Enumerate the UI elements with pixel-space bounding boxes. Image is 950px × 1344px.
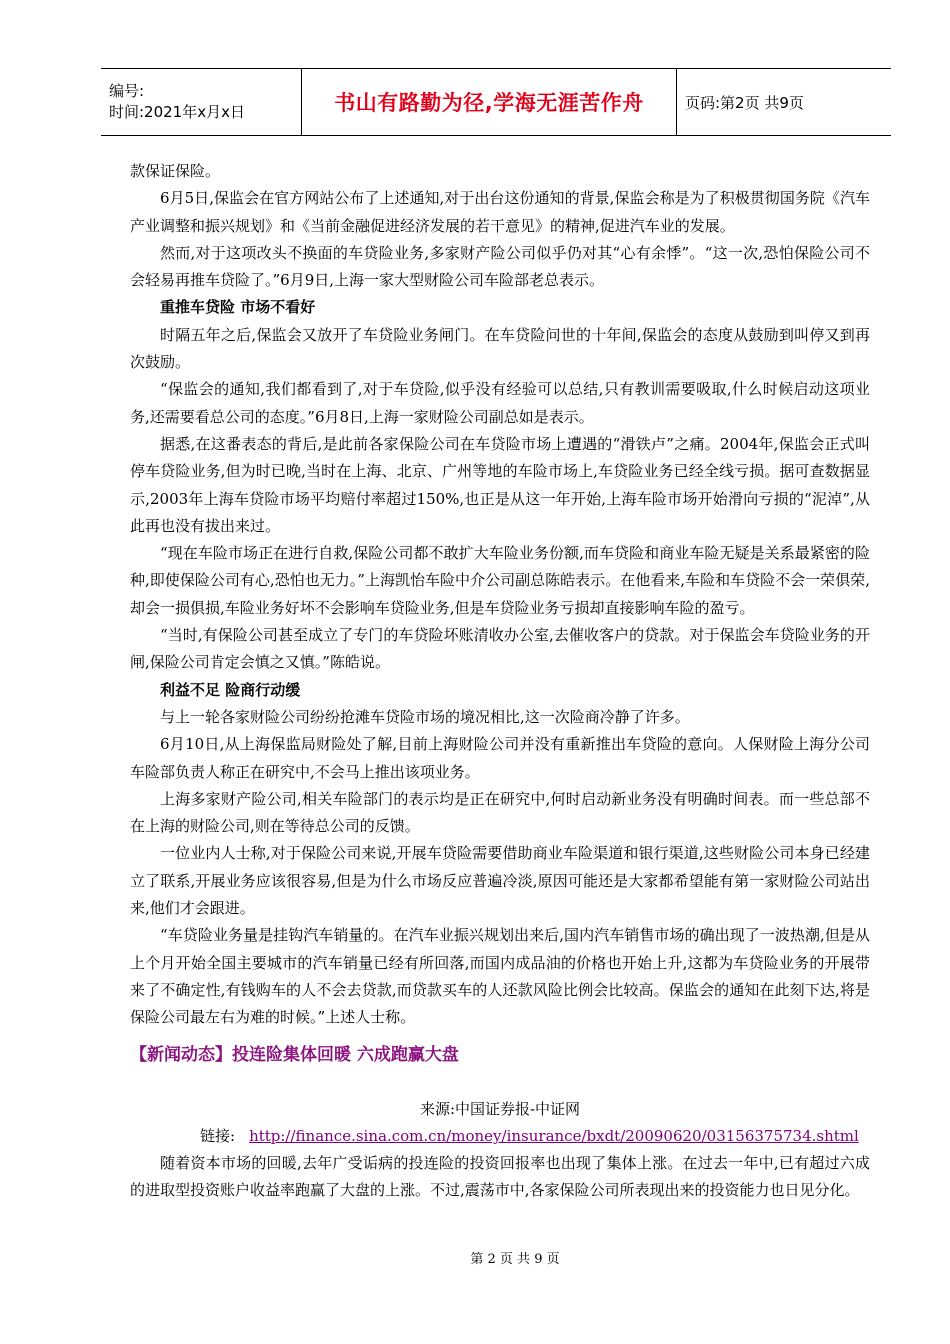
page-header <box>101 68 891 136</box>
news-link[interactable]: http://finance.sina.com.cn/money/insurance/bxdt/20090620/03156375734.shtml <box>249 1127 859 1145</box>
section-subheading: 利益不足 险商行动缓 <box>160 680 301 699</box>
document-number-label: 编号: <box>109 82 145 100</box>
paragraph: 款保证保险。 <box>130 162 221 180</box>
paragraph: “保监会的通知,我们都看到了,对于车贷险,似乎没有经验可以总结,只有教训需要吸取,什么时候启动这项业务,还需要看总公司的态度。”6月8日,上海一家财险公司副总如是表示。 <box>130 380 870 426</box>
news-link-label: 链接: <box>200 1127 236 1145</box>
news-link-row <box>200 1123 859 1150</box>
paragraph: “现在车险市场正在进行自救,保险公司都不敢扩大车险业务份额,而车贷险和商业车险无疑是关系最紧密的险种,即使保险公司有心,恐怕也无力。”上海凯怡车险中介公司副总陈皓表示。在他看来,车险和车贷险不会一荣俱荣,却会一损俱损,车险业务好坏不会影响车贷险业务,但是车贷险业务亏损却直接影响车险的盈亏。 <box>130 544 870 617</box>
paragraph: 然而,对于这项改头不换面的车贷险业务,多家财产险公司似乎仍对其“心有余悸”。“这一次,恐怕保险公司不会轻易再推车贷险了。”6月9日,上海一家大型财险公司车险部老总表示。 <box>130 243 870 290</box>
header-page-cell <box>677 69 891 135</box>
paragraph: 时隔五年之后,保监会又放开了车贷险业务闸门。在车贷险问世的十年间,保监会的态度从鼓励到叫停又到再次鼓励。 <box>130 325 870 372</box>
news-section-title: 【新闻动态】投连险集体回暖 六成跑赢大盘 <box>130 1045 459 1065</box>
paragraph: 6月10日,从上海保监局财险处了解,目前上海财险公司并没有重新推出车贷险的意向。人保财险上海分公司车险部负责人称正在研究中,不会马上推出该项业务。 <box>130 735 870 781</box>
paragraph: “车贷险业务量是挂钩汽车销量的。在汽车业振兴规划出来后,国内汽车销售市场的确出现了一波热潮,但是从上个月开始全国主要城市的汽车销量已经有所回落,而国内成品油的价格也开始上升,这都为车贷险业务的开展带来了不确定性,有钱购车的人不会去贷款,而贷款买车的人还款风险比例会比较高。保监会的通知在此刻下达,将是保险公司最左右为难的时候。”上述人士称。 <box>130 926 870 1027</box>
article-body <box>130 158 870 1032</box>
paragraph: 与上一轮各家财险公司纷纷抢滩车贷险市场的境况相比,这一次险商冷静了许多。 <box>160 707 690 726</box>
paragraph: 上海多家财产险公司,相关车险部门的表示均是正在研究中,何时启动新业务没有明确时间表。而一些总部不在上海的财险公司,则在等待总公司的反馈。 <box>130 789 870 836</box>
header-page-number: 页码:第2页 共9页 <box>685 93 804 112</box>
paragraph: 随着资本市场的回暖,去年广受诟病的投连险的投资回报率也出现了集体上涨。在过去一年中,已有超过六成的进取型投资账户收益率跑赢了大盘的上涨。不过,震荡市中,各家保险公司所表现出来的投资能力也日见分化。 <box>130 1154 870 1200</box>
section-subheading: 重推车贷险 市场不看好 <box>160 298 316 317</box>
header-motto: 书山有路勤为径,学海无涯苦作舟 <box>334 91 644 115</box>
page-footer: 第 2 页 共 9 页 <box>470 1252 560 1267</box>
paragraph: 6月5日,保监会在官方网站公布了上述通知,对于出台这份通知的背景,保监会称是为了积极贯彻国务院《汽车产业调整和振兴规划》和《当前金融促进经济发展的若干意见》的精神,促进汽车业的发展。 <box>130 189 870 235</box>
news-source: 来源:中国证券报-中证网 <box>419 1100 581 1118</box>
header-motto-cell <box>301 69 677 135</box>
document-time-label: 时间:2021年x月x日 <box>109 103 245 121</box>
paragraph: “当时,有保险公司甚至成立了专门的车贷险坏账清收办公室,去催收客户的贷款。对于保监会车贷险业务的开闸,保险公司肯定会慎之又慎。”陈皓说。 <box>130 626 870 672</box>
paragraph: 一位业内人士称,对于保险公司来说,开展车贷险需要借助商业车险渠道和银行渠道,这些财险公司本身已经建立了联系,开展业务应该很容易,但是为什么市场反应普遍冷淡,原因可能还是大家都希望能有第一家财险公司站出来,他们才会跟进。 <box>130 844 870 918</box>
paragraph: 据悉,在这番表态的背后,是此前各家保险公司在车贷险市场上遭遇的“滑铁卢”之痛。2004年,保监会正式叫停车贷险业务,但为时已晚,当时在上海、北京、广州等地的车险市场上,车贷险业务已经全线亏损。据可查数据显示,2003年上海车贷险市场平均赔付率超过150%,也正是从这一年开始,上海车险市场开始滑向亏损的“泥淖”,从此再也没有拔出来过。 <box>130 434 870 535</box>
header-meta <box>101 69 301 135</box>
news-body <box>130 1150 870 1205</box>
